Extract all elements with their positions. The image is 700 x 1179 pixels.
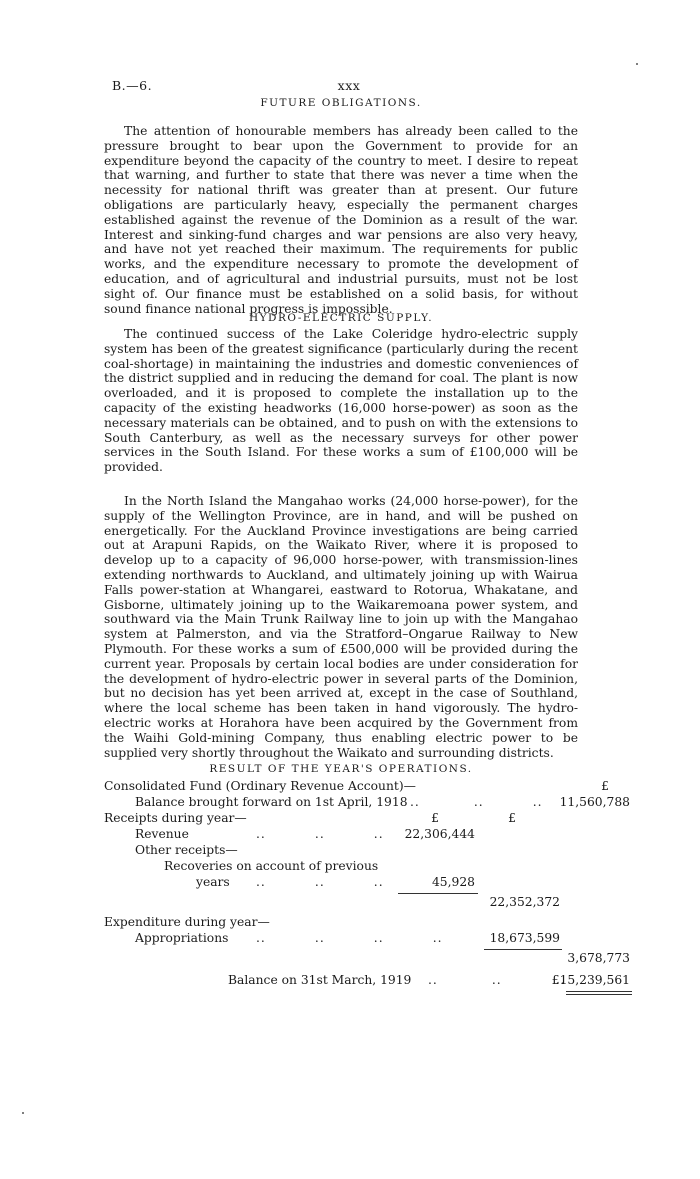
net-change-value: 3,678,773 [567,951,630,965]
leader-dots: .. .. .. .. [256,931,443,945]
recoveries-label-line2: years [196,875,230,889]
heading-result-of-operations: RESULT OF THE YEAR'S OPERATIONS. [209,763,473,775]
opening-balance-label: Balance brought forward on 1st April, 1918 [135,795,408,809]
currency-symbol-col1: £ [431,811,439,825]
paragraph-future-obligations: The attention of honourable members has already been called to the pressure brought to bear upon the Government to provide for an expenditure beyond the capacity of the country to meet. I desire to repeat that warning, and further to state that there was never a time when the necessity for national thrift was greater than at present. Our future obligations are particularly heavy, especially the permanent charges established against the revenue of the Dominion as a result of the war. Interest and sinking-fund charges and war pensions are also very heavy, and have not yet reached their maximum. The requirements for public works, and the expenditure necessary to promote the development of education, and of agricultural and industrial pursuits, must not be lost sight of. Our finance must be established on a solid basis, for without sound finance national progress is impossible. [104,124,578,316]
revenue-value: 22,306,444 [404,827,475,841]
leader-dots: .. .. .. [428,973,566,987]
leader-dots: .. .. .. [256,875,384,889]
scan-speck [22,1112,24,1114]
fund-label: Consolidated Fund (Ordinary Revenue Account)— [104,779,416,793]
document-reference: B.—6. [112,78,153,93]
heading-future-obligations: FUTURE OBLIGATIONS. [260,97,422,109]
paragraph-hydro-electric-2: In the North Island the Mangahao works (24,000 horse-power), for the supply of the Wellington Province, are in hand, and will be pushed on energetically. For the Auckland Province investigations are being carried out at Arapuni Rapids, on the Waikato River, where it is proposed to develop up to a capacity of 96,000 horse-power, with transmission-lines extending northwards to Auckland, and ultimately joining up with Wairua Falls power-station at Whangarei, eastward to Rotorua, Whakatane, and Gisborne, ultimately joining up to the Waikaremoana power system, and southward via the Main Trunk Railway line to join up with the Mangahao system at Palmerston, and via the Stratford–Ongarue Railway to New Plymouth. For these works a sum of £500,000 will be provided during the current year. Proposals by certain local bodies are under consideration for the development of hydro-electric power in several parts of the Dominion, but no decision has yet been arrived at, except in the case of Southland, where the local scheme has been taken in hand vigorously. The hydro-electric works at Horahora have been acquired by the Government from the Waihi Gold-mining Company, thus enabling electric power to be supplied very shortly throughout the Waikato and surrounding districts. [104,494,578,760]
recoveries-value: 45,928 [431,875,475,889]
receipts-total-value: 22,352,372 [489,895,560,909]
closing-balance-value: £15,239,561 [551,973,630,987]
currency-symbol-col3: £ [601,779,609,793]
heading-hydro-electric-supply: HYDRO-ELECTRIC SUPPLY. [248,312,434,324]
closing-balance-label: Balance on 31st March, 1919 [228,973,412,987]
scan-speck [636,63,638,65]
opening-balance-value: 11,560,788 [559,795,630,809]
appropriations-value: 18,673,599 [489,931,560,945]
other-receipts-label: Other receipts— [135,843,238,857]
double-rule-top [566,991,632,992]
recoveries-label-line1: Recoveries on account of previous [164,859,379,873]
page-number: xxx [337,78,361,93]
subtotal-rule [398,893,478,894]
currency-symbol-col2: £ [508,811,516,825]
revenue-label: Revenue [135,827,189,841]
expenditure-label: Expenditure during year— [104,915,270,929]
leader-dots: .. .. .. [410,795,543,809]
appropriations-label: Appropriations [135,931,229,945]
receipts-label: Receipts during year— [104,811,247,825]
expenditure-rule [484,949,562,950]
leader-dots: .. .. .. [256,827,384,841]
double-rule-bottom [566,994,632,995]
paragraph-hydro-electric-1: The continued success of the Lake Coleridge hydro-electric supply system has been of the greatest significance (particularly during the recent coal-shortage) in maintaining the industries and domestic conveniences of the district supplied and in reducing the demand for coal. The plant is now overloaded, and it is proposed to complete the installation up to the capacity of the existing headworks (16,000 horse-power) as soon as the necessary materials can be obtained, and to push on with the extensions to South Canterbury, as well as the necessary surveys for other power services in the South Island. For these works a sum of £100,000 will be provided. [104,327,578,475]
